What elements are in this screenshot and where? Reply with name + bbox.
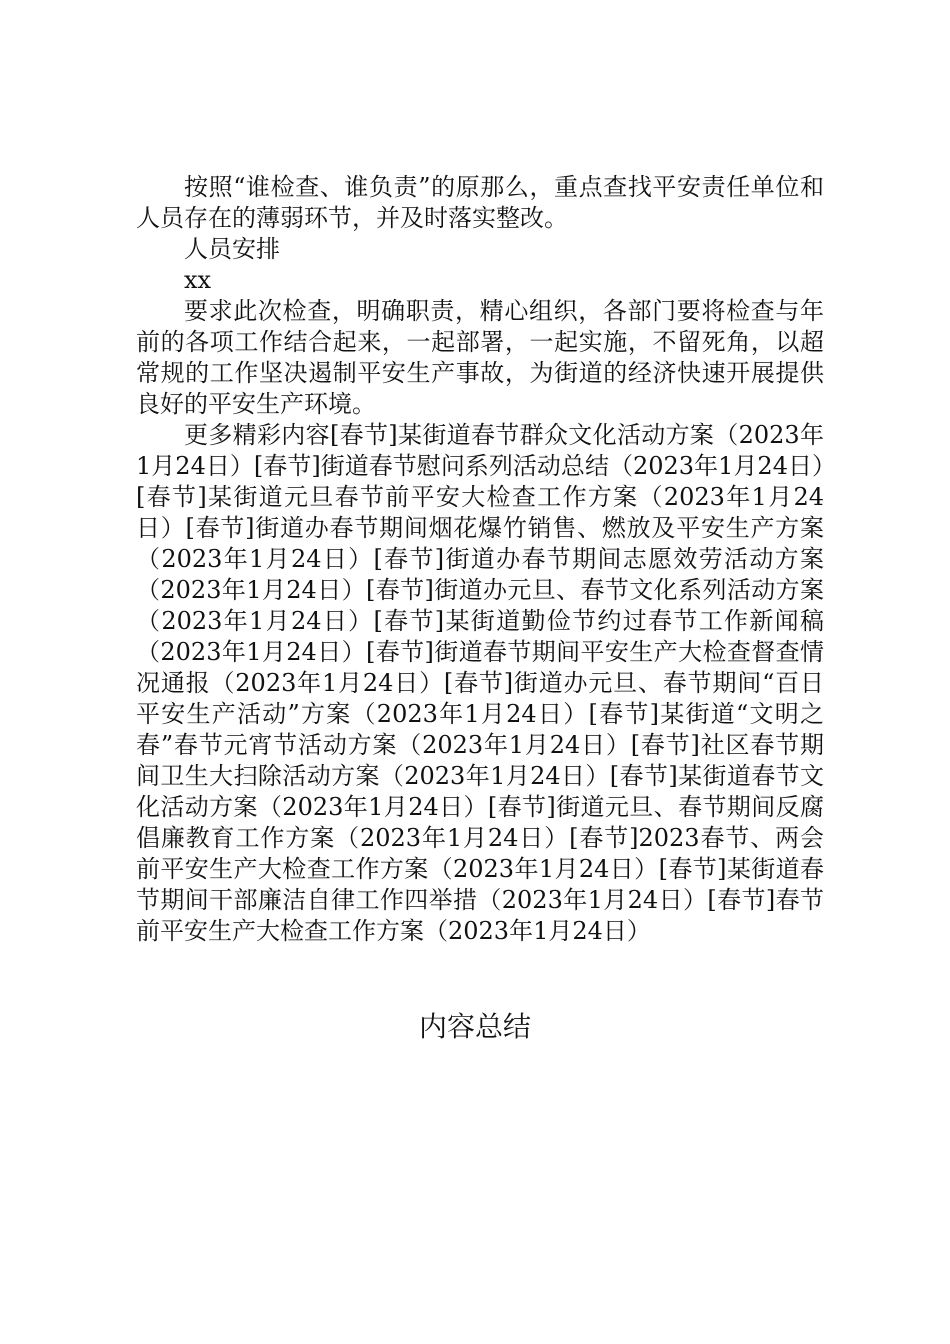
paragraph-staff-placeholder: xx <box>184 266 212 294</box>
paragraph-related-content: 更多精彩内容[春节]某街道春节群众文化活动方案（2023年1月24日）[春节]街道春节慰问系列活动总结（2023年1月24日）[春节]某街道元旦春节前平安大检查工作方案（2023年1月24日）[春节]街道办春节期间烟花爆竹销售、燃放及平安生产方案（2023年1月24日）[春节]街道办春节期间志愿效劳活动方案（2023年1月24日）[春节]街道办元旦、春节文化系列活动方案（2023年1月24日）[春节]某街道勤俭节约过春节工作新闻稿（2023年1月24日）[春节]街道春节期间平安生产大检查督查情况通报（2023年1月24日）[春节]街道办元旦、春节期间“百日平安生产活动”方案（2023年1月24日）[春节]某街道“文明之春”春节元宵节活动方案（2023年1月24日）[春节]社区春节期间卫生大扫除活动方案（2023年1月24日）[春节]某街道春节文化活动方案（2023年1月24日）[春节]街道元旦、春节期间反腐倡廉教育工作方案（2023年1月24日）[春节]2023春节、两会前平安生产大检查工作方案（2023年1月24日）[春节]某街道春节期间干部廉洁自律工作四举措（2023年1月24日）[春节]春节前平安生产大检查工作方案（2023年1月24日） <box>136 421 824 945</box>
document-body <box>136 172 824 947</box>
paragraph-inspection-principle: 按照“谁检查、谁负责”的原那么，重点查找平安责任单位和人员存在的薄弱环节，并及时落实整改。 <box>136 173 824 232</box>
paragraph-requirements: 要求此次检查，明确职责，精心组织，各部门要将检查与年前的各项工作结合起来，一起部署，一起实施，不留死角，以超常规的工作坚决遏制平安生产事故，为街道的经济快速开展提供良好的平安生产环境。 <box>136 297 824 418</box>
summary-heading: 内容总结 <box>418 1010 531 1043</box>
paragraph-staff-arrangement-heading: 人员安排 <box>184 235 280 263</box>
